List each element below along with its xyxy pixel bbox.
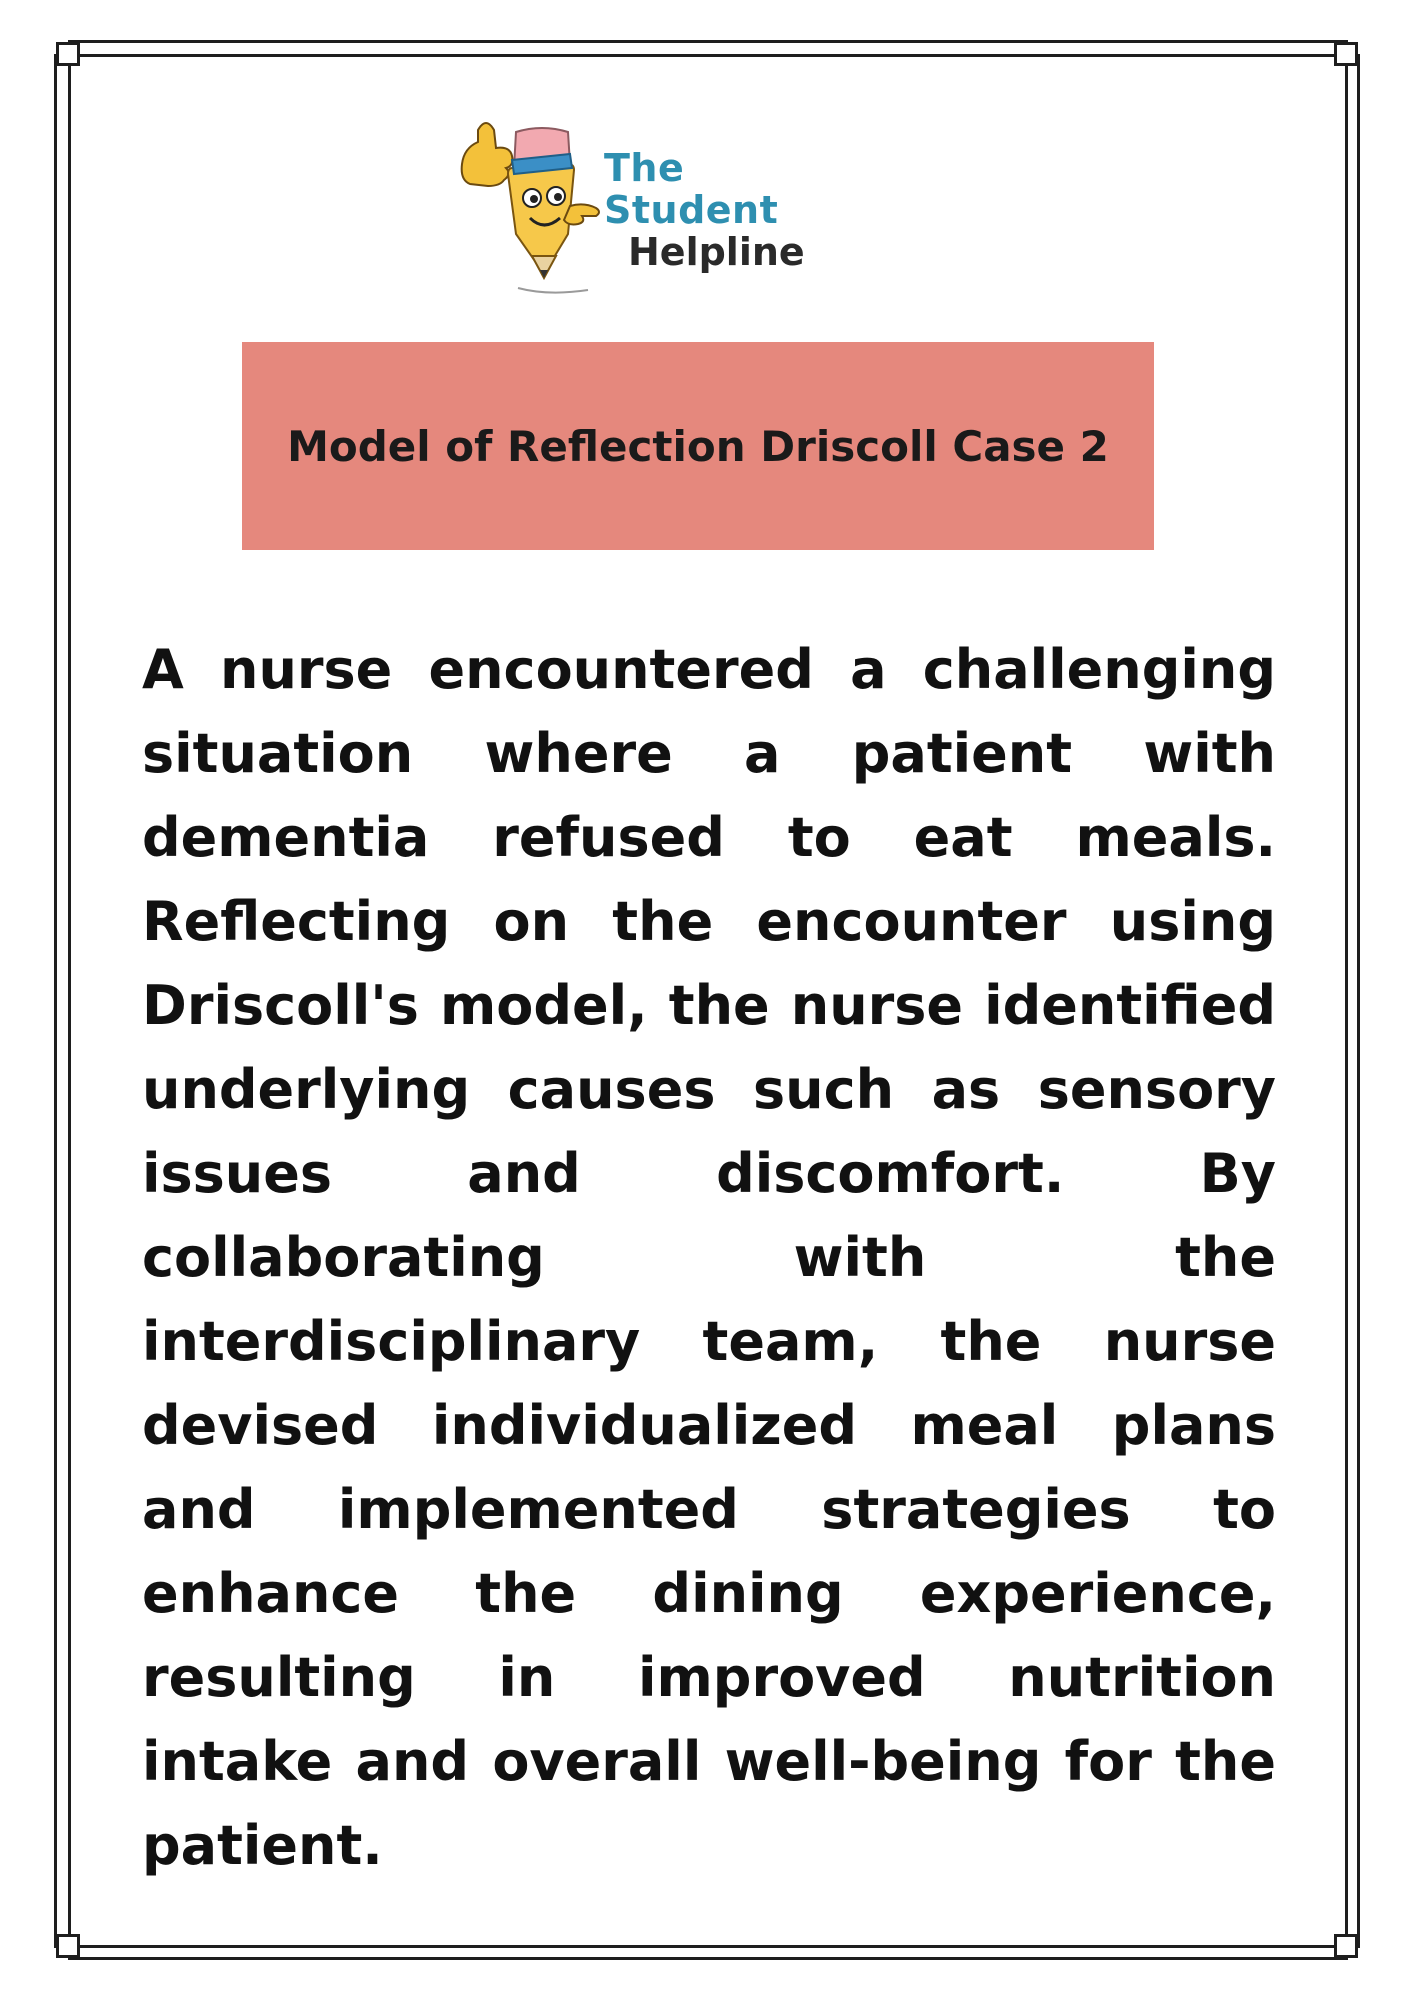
border-corner-top-left [56,42,80,66]
brand-name [604,148,818,273]
brand-name-line2: Helpline [628,229,805,274]
page-title: Model of Reflection Driscoll Case 2 [287,421,1109,471]
brand-name-line1: The Student [604,146,779,232]
case-description: A nurse encountered a challenging situation where a patient with dementia refused to eat meals. Reflecting on the encounter using Driscoll's model, the nurse identified underlying causes such as sensory issues and discomfort. By collaborating with the interdisciplinary team, the nurse devised individualized meal plans and implemented strategies to enhance the dining experience, resulting in improved nutrition intake and overall well-being for the patient. [142,638,1276,1877]
border-corner-bottom-left [56,1934,80,1958]
pencil-mascot-icon [458,110,608,300]
brand-logo [458,110,818,300]
border-corner-top-right [1334,42,1358,66]
title-banner [242,342,1154,550]
border-corner-bottom-right [1334,1934,1358,1958]
